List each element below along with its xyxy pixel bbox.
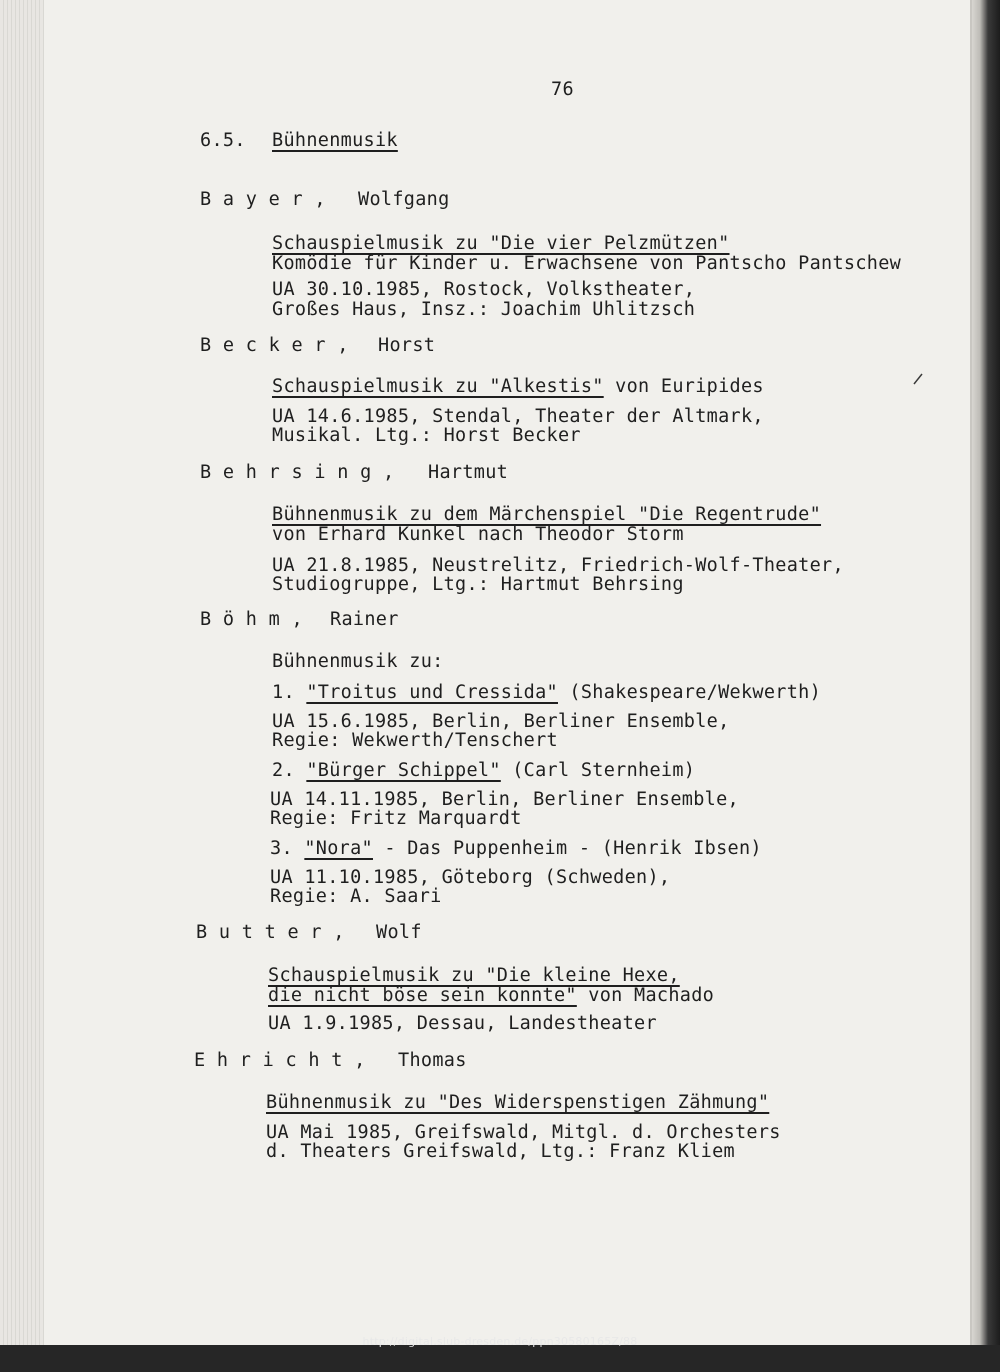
page-stack-edges	[0, 0, 44, 1345]
work-detail: UA 21.8.1985, Neustrelitz, Friedrich-Wolf-Theater,	[272, 555, 844, 576]
work-title: Bühnenmusik zu dem Märchenspiel "Die Regentrude"	[272, 504, 822, 525]
work-title: die nicht böse sein konnte"	[268, 985, 577, 1006]
work-detail: d. Theaters Greifswald, Ltg.: Franz Kliem	[266, 1141, 735, 1162]
work-title-suffix: (Shakespeare/Wekwerth)	[557, 682, 822, 703]
work-detail: Musikal. Ltg.: Horst Becker	[272, 425, 581, 446]
work-detail: Regie: Fritz Marquardt	[270, 808, 522, 829]
work-detail: UA 14.11.1985, Berlin, Berliner Ensemble,	[270, 789, 739, 810]
work-detail: UA 14.6.1985, Stendal, Theater der Altmark,	[272, 406, 764, 427]
section-title: Bühnenmusik	[272, 130, 398, 151]
work-title: Bühnenmusik zu "Des Widerspenstigen Zähmung"	[266, 1092, 770, 1113]
entry-firstname: Wolfgang	[358, 189, 450, 210]
work-title-suffix: (Carl Sternheim)	[500, 760, 696, 781]
work-detail: Studiogruppe, Ltg.: Hartmut Behrsing	[272, 574, 684, 595]
work-title: Schauspielmusik zu "Die kleine Hexe,	[268, 965, 680, 986]
work-title: "Troitus und Cressida"	[306, 682, 558, 703]
entry-surname: B u t t e r ,	[196, 922, 345, 943]
entry-firstname: Rainer	[330, 609, 399, 630]
entry-firstname: Hartmut	[428, 462, 509, 483]
works-intro: Bühnenmusik zu:	[272, 651, 444, 672]
entry-firstname: Wolf	[376, 922, 422, 943]
work-detail: UA 11.10.1985, Göteborg (Schweden),	[270, 867, 671, 888]
entry-surname: B e h r s i n g ,	[200, 462, 395, 483]
entry-surname: B ö h m ,	[200, 609, 303, 630]
work-title-line	[272, 377, 764, 397]
numbered-work	[272, 761, 695, 781]
work-detail: Regie: Wekwerth/Tenschert	[272, 730, 558, 751]
entry-surname: B e c k e r ,	[200, 335, 349, 356]
entry-firstname: Thomas	[398, 1050, 467, 1071]
work-title: Schauspielmusik zu "Die vier Pelzmützen"	[272, 233, 730, 254]
work-detail: Großes Haus, Insz.: Joachim Uhlitzsch	[272, 299, 696, 320]
entry-firstname: Horst	[378, 335, 436, 356]
entry-surname: E h r i c h t ,	[194, 1050, 366, 1071]
work-title: Schauspielmusik zu "Alkestis"	[272, 376, 604, 397]
work-detail: UA Mai 1985, Greifswald, Mitgl. d. Orchesters	[266, 1122, 781, 1143]
source-url[interactable]: http://digital.slub-dresden.de/ppn30580165Z/88	[362, 1335, 638, 1348]
work-title-suffix: von Euripides	[603, 376, 764, 397]
pencil-mark-icon	[912, 372, 924, 386]
work-detail: UA 15.6.1985, Berlin, Berliner Ensemble,	[272, 711, 730, 732]
work-number: 3.	[270, 838, 293, 859]
numbered-work	[270, 839, 762, 859]
section-number: 6.5.	[200, 130, 246, 151]
work-number: 2.	[272, 760, 295, 781]
work-detail: Regie: A. Saari	[270, 886, 442, 907]
work-detail: UA 1.9.1985, Dessau, Landestheater	[268, 1013, 657, 1034]
work-number: 1.	[272, 682, 295, 703]
scan-edge	[972, 0, 1000, 1372]
work-title-line	[268, 986, 714, 1006]
entry-surname: B a y e r ,	[200, 189, 326, 210]
work-subtitle: von Erhard Kunkel nach Theodor Storm	[272, 524, 684, 545]
work-title: "Nora"	[304, 838, 373, 859]
page-number: 76	[551, 79, 574, 100]
work-detail: UA 30.10.1985, Rostock, Volkstheater,	[272, 279, 696, 300]
work-title: "Bürger Schippel"	[306, 760, 501, 781]
work-title-suffix: von Machado	[576, 985, 715, 1006]
scan-bottom-band	[0, 1345, 1000, 1372]
work-subtitle: Komödie für Kinder u. Erwachsene von Pantscho Pantschew	[272, 253, 902, 274]
work-title-suffix: - Das Puppenheim - (Henrik Ibsen)	[372, 838, 762, 859]
numbered-work	[272, 683, 821, 703]
